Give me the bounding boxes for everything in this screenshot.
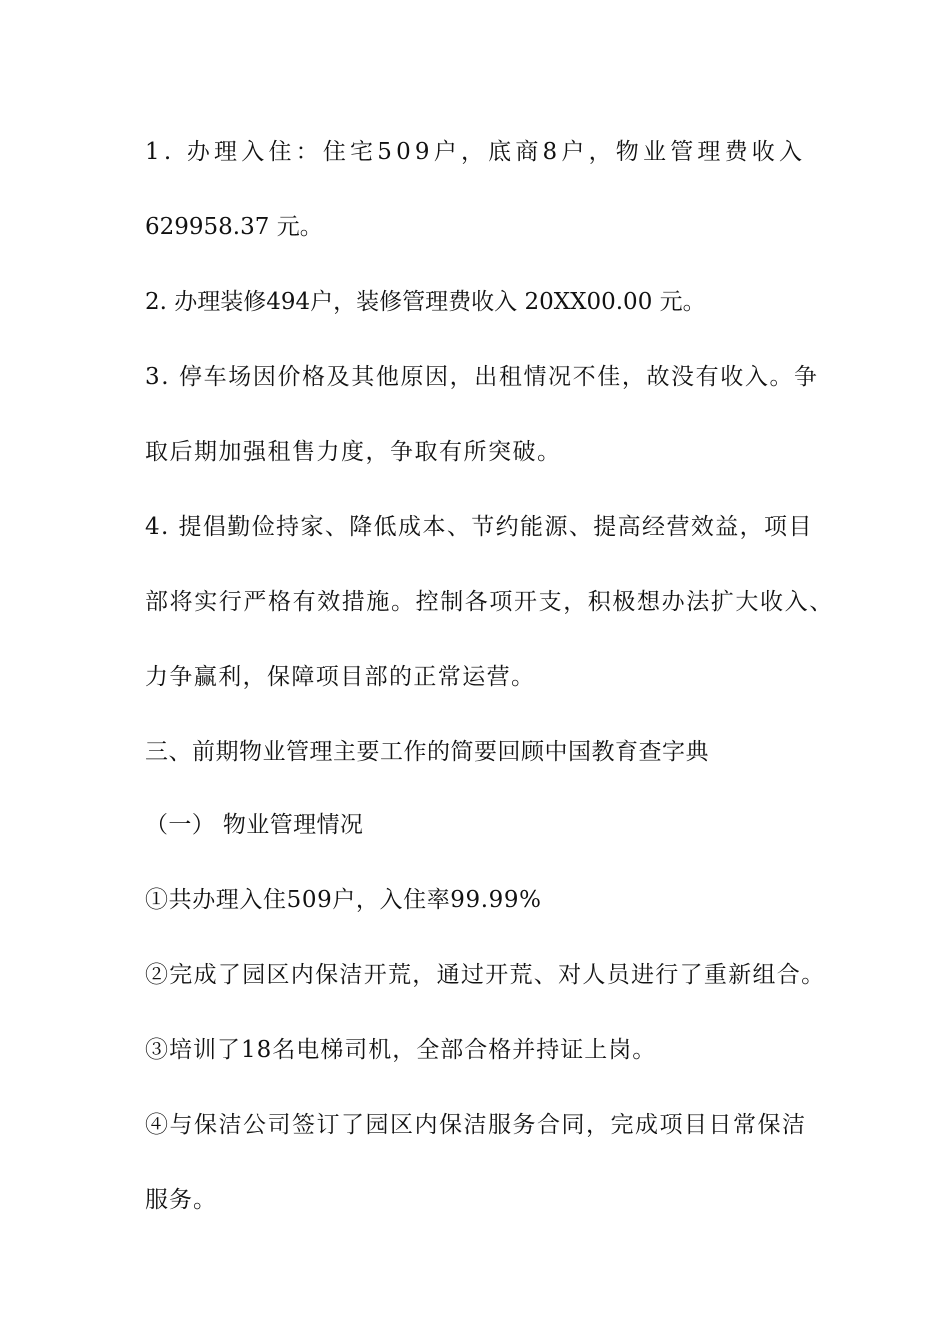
paragraph-3-line-1: 3. 停车场因价格及其他原因，出租情况不佳，故没有收入。争 xyxy=(145,364,819,390)
list-item-3: ③培训了18名电梯司机，全部合格并持证上岗。 xyxy=(145,1037,657,1063)
list-item-4-line-1: ④与保洁公司签订了园区内保洁服务合同，完成项目日常保洁 xyxy=(145,1112,807,1138)
paragraph-3-line-2: 取后期加强租售力度，争取有所突破。 xyxy=(145,439,562,465)
paragraph-4-line-3: 力争赢利，保障项目部的正常运营。 xyxy=(145,664,536,690)
list-item-1: ①共办理入住509户，入住率99.99% xyxy=(145,887,542,913)
subsection-heading: （一） 物业管理情况 xyxy=(145,812,364,838)
list-item-4-line-2: 服务。 xyxy=(145,1187,217,1213)
paragraph-4-line-1: 4. 提倡勤俭持家、降低成本、节约能源、提高经营效益，项目 xyxy=(145,514,813,540)
paragraph-2: 2. 办理装修494户，装修管理费收入 20XX00.00 元。 xyxy=(145,289,706,315)
paragraph-1-line-1: 1. 办理入住：住宅509户，底商8户，物业管理费收入 xyxy=(145,139,807,165)
paragraph-4-line-2: 部将实行严格有效措施。控制各项开支，积极想办法扩大收入、 xyxy=(145,589,834,615)
paragraph-1-line-2: 629958.37 元。 xyxy=(145,214,323,240)
section-heading: 三、前期物业管理主要工作的简要回顾中国教育查字典 xyxy=(145,739,709,765)
list-item-2: ②完成了园区内保洁开荒，通过开荒、对人员进行了重新组合。 xyxy=(145,962,826,988)
